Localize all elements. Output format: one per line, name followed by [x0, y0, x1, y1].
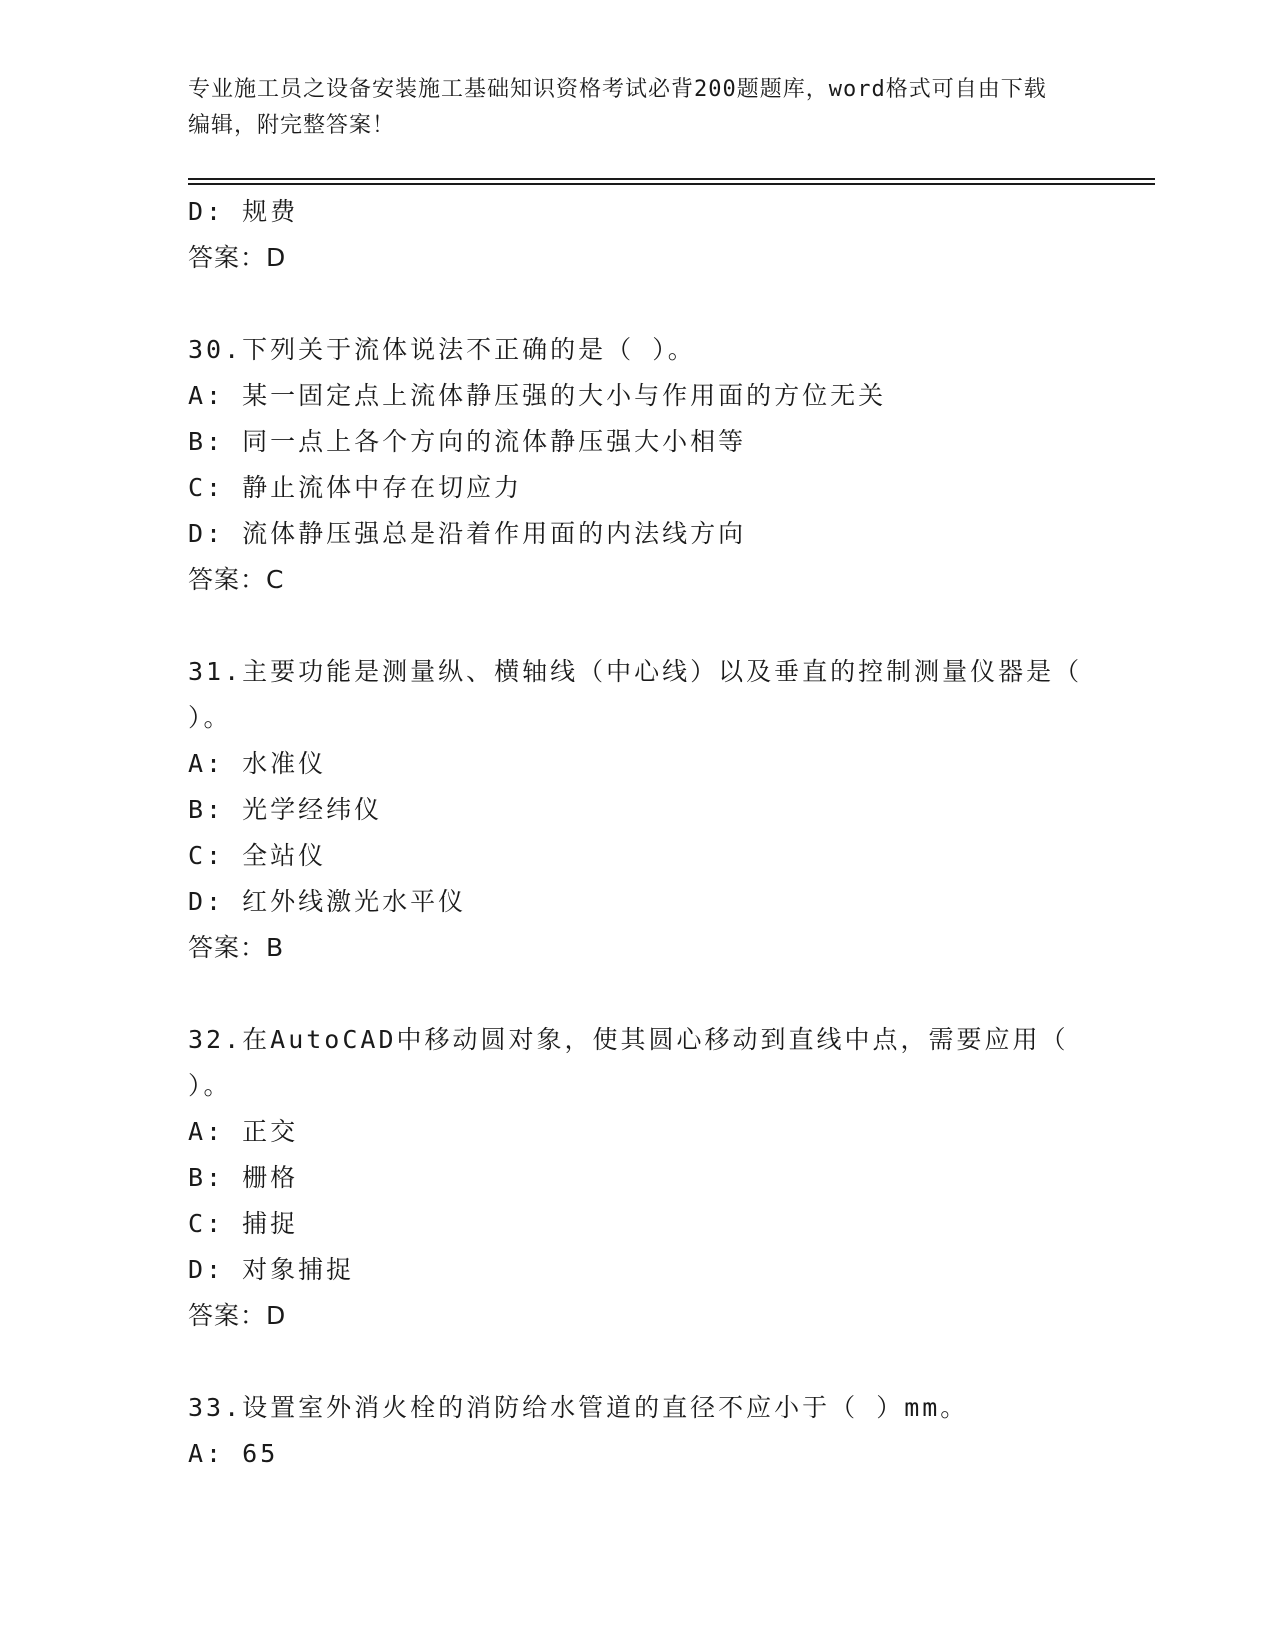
- answer-label: 答案：C: [188, 565, 285, 594]
- answer-label: 答案：D: [188, 243, 287, 272]
- answer-label: 答案：D: [188, 1301, 287, 1330]
- question-30: [188, 327, 1088, 603]
- option-b: B: 栅格: [188, 1163, 299, 1192]
- question-32: [188, 1017, 1088, 1339]
- question-stem: 31.主要功能是测量纵、横轴线（中心线）以及垂直的控制测量仪器是（ ）。: [188, 657, 1083, 732]
- document-title: 专业施工员之设备安装施工基础知识资格考试必背200题题库，word格式可自由下载编辑，附完整答案！: [188, 77, 1047, 138]
- option-c: C: 静止流体中存在切应力: [188, 473, 523, 502]
- option-a: A: 65: [188, 1439, 279, 1468]
- question-33: [188, 1385, 1088, 1477]
- spacer: [188, 971, 1088, 1017]
- option-d: D: 规费: [188, 197, 299, 226]
- spacer: [188, 281, 1088, 327]
- question-stem: 32.在AutoCAD中移动圆对象，使其圆心移动到直线中点，需要应用（ ）。: [188, 1025, 1069, 1100]
- option-b: B: 光学经纬仪: [188, 795, 383, 824]
- question-29: [188, 189, 1088, 281]
- option-c: C: 全站仪: [188, 841, 327, 870]
- spacer: [188, 1339, 1088, 1385]
- option-c: C: 捕捉: [188, 1209, 299, 1238]
- question-31: [188, 649, 1088, 971]
- question-stem: 33.设置室外消火栓的消防给水管道的直径不应小于（ ）mm。: [188, 1393, 969, 1422]
- header-rule-top: [188, 178, 1155, 180]
- option-a: A: 某一固定点上流体静压强的大小与作用面的方位无关: [188, 381, 887, 410]
- option-d: D: 对象捕捉: [188, 1255, 355, 1284]
- header-rule-bottom: [188, 183, 1155, 185]
- spacer: [188, 603, 1088, 649]
- option-d: D: 红外线激光水平仪: [188, 887, 467, 916]
- question-list: [188, 189, 1088, 1477]
- option-b: B: 同一点上各个方向的流体静压强大小相等: [188, 427, 747, 456]
- answer-label: 答案：B: [188, 933, 285, 962]
- option-a: A: 正交: [188, 1117, 299, 1146]
- question-stem: 30.下列关于流体说法不正确的是（ ）。: [188, 335, 696, 364]
- option-a: A: 水准仪: [188, 749, 327, 778]
- option-d: D: 流体静压强总是沿着作用面的内法线方向: [188, 519, 747, 548]
